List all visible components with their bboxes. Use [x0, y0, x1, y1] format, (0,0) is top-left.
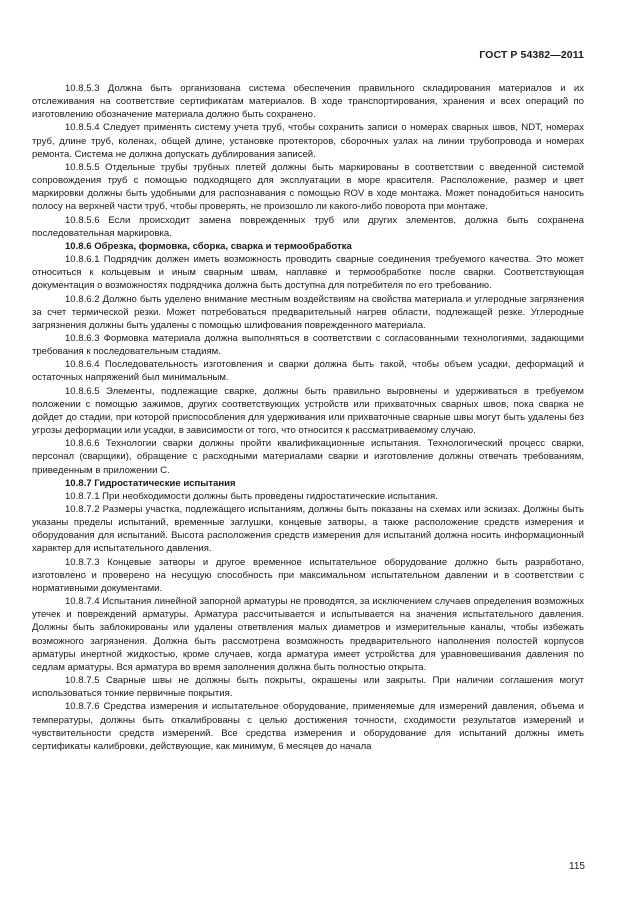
page-number: 115: [569, 861, 585, 872]
paragraph: 10.8.6.5 Элементы, подлежащие сварке, должны быть правильно выровнены и удерживаться в требуемом положении с помощью зажимов, других соответствующих устройств или прихваточных сварных швов, пока сварка не дойдет до стадии, при которой приспособления для удерживания или прихваточные сварные швы могут быть удалены без угрозы деформации или усадки, в зависимости от того, что относится к рассматриваемому случаю.: [32, 385, 584, 437]
paragraph: 10.8.6.4 Последовательность изготовления и сварки должна быть такой, чтобы объем усадки, деформаций и остаточных напряжений был минимальным.: [32, 359, 584, 384]
section-heading: 10.8.7 Гидростатические испытания: [65, 477, 236, 489]
paragraph: 10.8.6.3 Формовка материала должна выполняться в соответствии с согласованными технологиями, задающими требования к последовательным стадиям.: [32, 332, 584, 358]
paragraph: 10.8.6.6 Технологии сварки должны пройти квалификационные испытания. Технологический процесс сварки, персонал (сварщики), обращение с расходными материалами сварки и изготовление должны отвечать требованиям, приведенным в приложении С.: [32, 438, 584, 476]
section-heading: 10.8.6 Обрезка, формовка, сборка, сварка и термообработка: [65, 240, 352, 252]
paragraph: 10.8.7.2 Размеры участка, подлежащего испытаниям, должны быть показаны на схемах или эскизах. Должны быть указаны пределы испытаний, временные заглушки, концевые затворы, а также расположение средств измерения и оборудования для испытаний. Высота расположения средств измерения для испытаний должна носить информационный характер для испытательного давления.: [32, 504, 584, 555]
paragraph: 10.8.7.5 Сварные швы не должны быть покрыты, окрашены или закрыты. При наличии соглашения могут использоваться тонкие первичные покрытия.: [32, 675, 584, 700]
paragraph: 10.8.7.4 Испытания линейной запорной арматуры не проводятся, за исключением случаев определения возможных утечек и повреждений арматуры. Арматура рассчитывается и испытывается на значения испытательного давления. Должны быть заблокированы или удалены ответвления малых диаметров и измерительные каналы, чтобы избежать возможного загрязнения. Должна быть рассмотрена возможность предварительного наполнения полостей корпусов арматуры инертной жидкостью, кроме случаев, когда арматура имеет устройства для уравновешивания давления по седлам арматуры. Вся арматура во время заполнения должна быть полностью открыта.: [32, 596, 584, 673]
paragraph: 10.8.5.3 Должна быть организована система обеспечения правильного складирования материалов и их отслеживания на соответствие сертификатам материалов. В ходе транспортирования, хранения и всех операций по изготовлению обозначение материала должно быть сохранено.: [32, 83, 584, 121]
paragraph: 10.8.6.2 Должно быть уделено внимание местным воздействиям на свойства материала и углеродные загрязнения за счет термической резки. Может потребоваться предварительный нагрев области, подлежащей резке. Углеродные загрязнения должны быть удалены с помощью шлифования поврежденного материала.: [32, 293, 584, 331]
paragraph: 10.8.5.5 Отдельные трубы трубных плетей должны быть маркированы в соответствии с введенной системой сопровождения труб с помощью подходящего для эксплуатации в море красителя. Расположение, размер и цвет маркировки должны быть удобными для распознавания с помощью ROV в ходе монтажа. Может понадобиться наносить полосу на верхней части труб, чтобы проверять, не произошло ли какого-либо поворота при монтаже.: [32, 161, 584, 213]
paragraph: 10.8.7.1 При необходимости должны быть проведены гидростатические испытания.: [65, 490, 438, 502]
paragraph: 10.8.5.4 Следует применять систему учета труб, чтобы сохранить записи о номерах сварных швов, NDT, номерах труб, длине труб, коленах, общей длине, установке протекторов, сборочных узлах на линии трубопровода и номерах ремонта. Система не должна допускать дублирования записей.: [32, 122, 584, 160]
paragraph: 10.8.7.6 Средства измерения и испытательное оборудование, применяемые для измерений давления, объема и температуры, должны быть откалиброваны с целью достижения точности, сходимости результатов измерений и чувствительности средств измерений. Все средства измерения и оборудование для испытаний должны иметь сертификаты калибровки, действующие, как минимум, 6 месяцев до начала: [32, 701, 584, 752]
document-body: [32, 82, 584, 753]
paragraph: 10.8.7.3 Концевые затворы и другое временное испытательное оборудование должно быть разработано, изготовлено и проверено на несущую способность при максимальном испытательном давлении и в соответствии с нормативными документами.: [32, 556, 584, 594]
paragraph: 10.8.5.6 Если происходит замена поврежденных труб или других элементов, должна быть сохранена последовательная маркировка.: [32, 214, 584, 239]
paragraph: 10.8.6.1 Подрядчик должен иметь возможность проводить сварные соединения требуемого качества. Это может относиться к кольцевым и иным сварным швам, наплавке и термообработке после сварки. Соответствующая документация о возможностях подрядчика должна быть доступна для потребителя по его требованию.: [32, 254, 584, 292]
standard-header: ГОСТ Р 54382—2011: [479, 49, 584, 61]
